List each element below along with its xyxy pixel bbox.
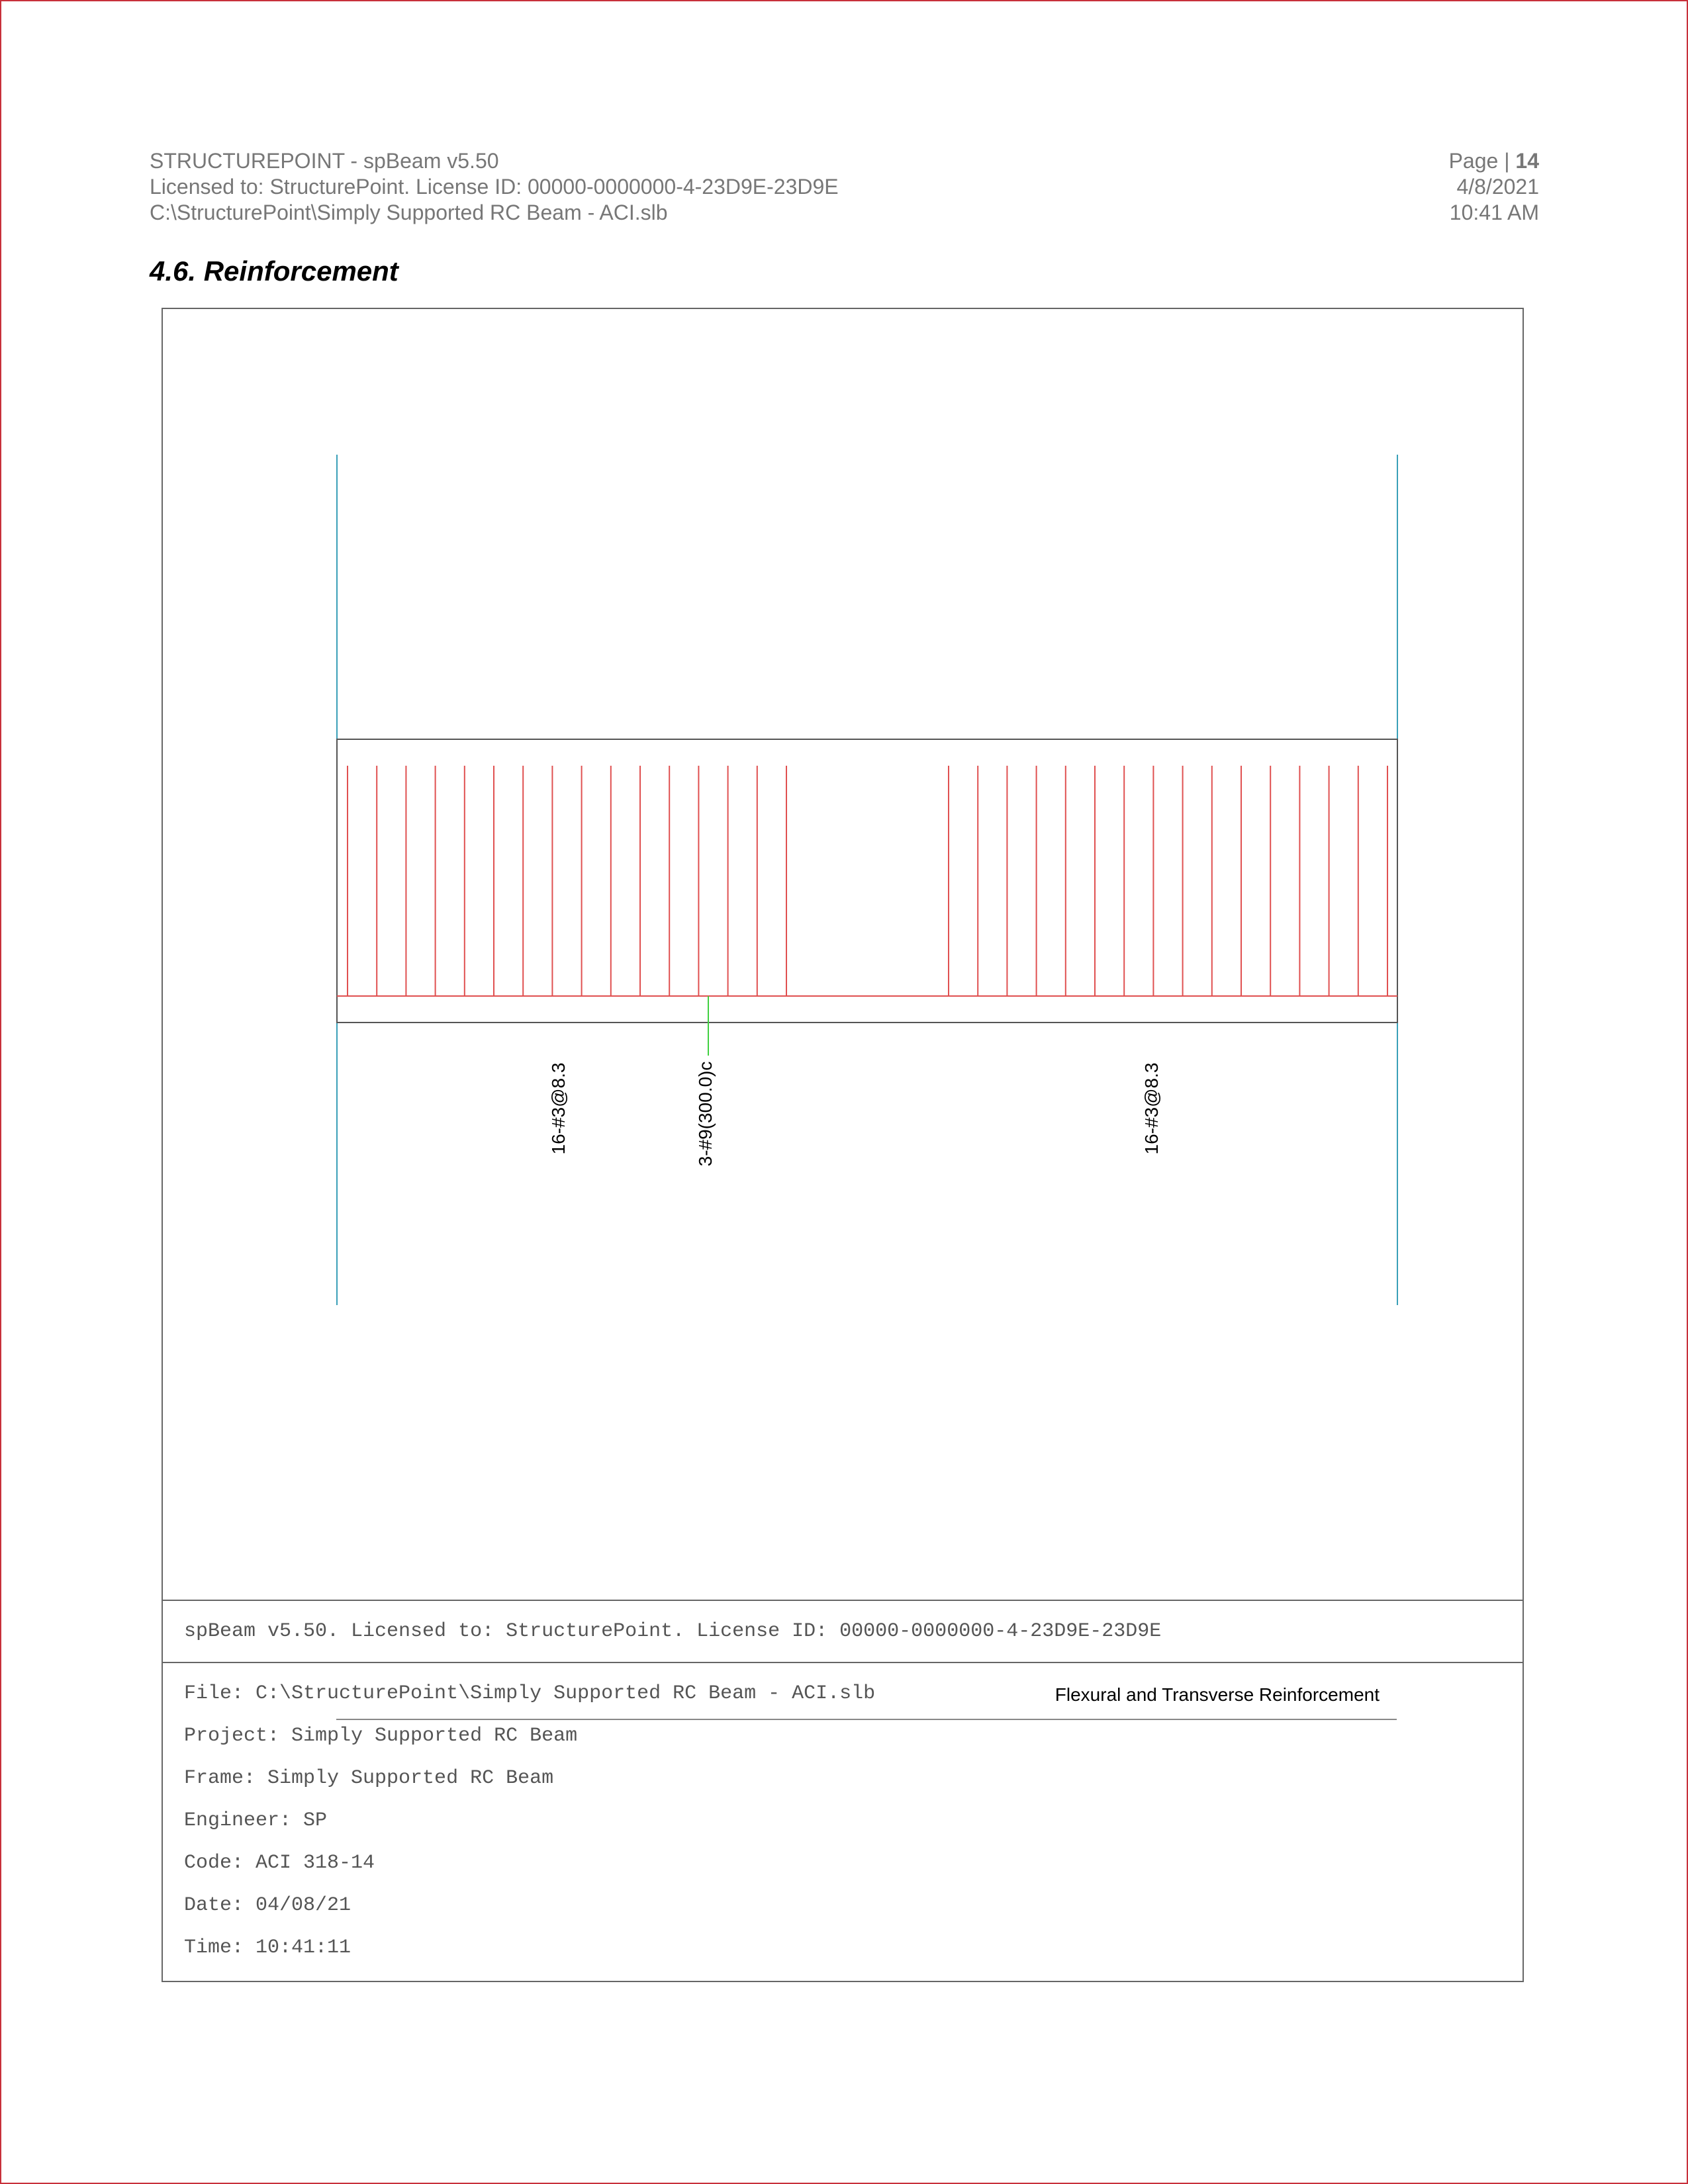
info-frame: Frame: Simply Supported RC Beam xyxy=(184,1767,554,1790)
header-file-path: C:\StructurePoint\Simply Supported RC Beam - ACI.slb xyxy=(150,201,668,224)
page-header-left xyxy=(150,148,839,226)
bottom-bar-label: 3-#9(300.0)c xyxy=(695,1061,716,1167)
stirrups-left-group xyxy=(348,766,786,996)
report-frame xyxy=(162,308,1524,1982)
info-time: Time: 10:41:11 xyxy=(184,1936,352,1959)
info-engineer: Engineer: SP xyxy=(184,1809,328,1832)
header-page xyxy=(1449,148,1539,174)
info-date: Date: 04/08/21 xyxy=(184,1894,352,1917)
project-info-list xyxy=(184,1680,875,1977)
page-number: 14 xyxy=(1515,149,1539,173)
header-time: 10:41 AM xyxy=(1449,201,1539,224)
left-stirrup-label: 16-#3@8.3 xyxy=(548,1062,569,1155)
page-header-right xyxy=(1449,148,1539,226)
beam-outline xyxy=(337,739,1397,1023)
header-program: STRUCTUREPOINT - spBeam v5.50 xyxy=(150,149,499,173)
right-stirrup-label: 16-#3@8.3 xyxy=(1141,1062,1162,1155)
header-date: 4/8/2021 xyxy=(1456,175,1539,199)
footer-license: spBeam v5.50. Licensed to: StructurePoint. License ID: 00000-0000000-4-23D9E-23D9E xyxy=(163,1600,1523,1663)
info-project: Project: Simply Supported RC Beam xyxy=(184,1725,578,1747)
section-title: 4.6. Reinforcement xyxy=(150,255,399,287)
info-file: File: C:\StructurePoint\Simply Supported RC Beam - ACI.slb xyxy=(184,1682,876,1705)
reinforcement-drawing xyxy=(163,309,1523,1600)
page-label: Page | xyxy=(1448,149,1516,173)
header-license: Licensed to: StructurePoint. License ID: 00000-0000000-4-23D9E-23D9E xyxy=(150,175,839,199)
info-code: Code: ACI 318-14 xyxy=(184,1852,375,1874)
drawing-caption: Flexural and Transverse Reinforcement xyxy=(1055,1684,1380,1705)
stirrups-right-group xyxy=(949,766,1387,996)
